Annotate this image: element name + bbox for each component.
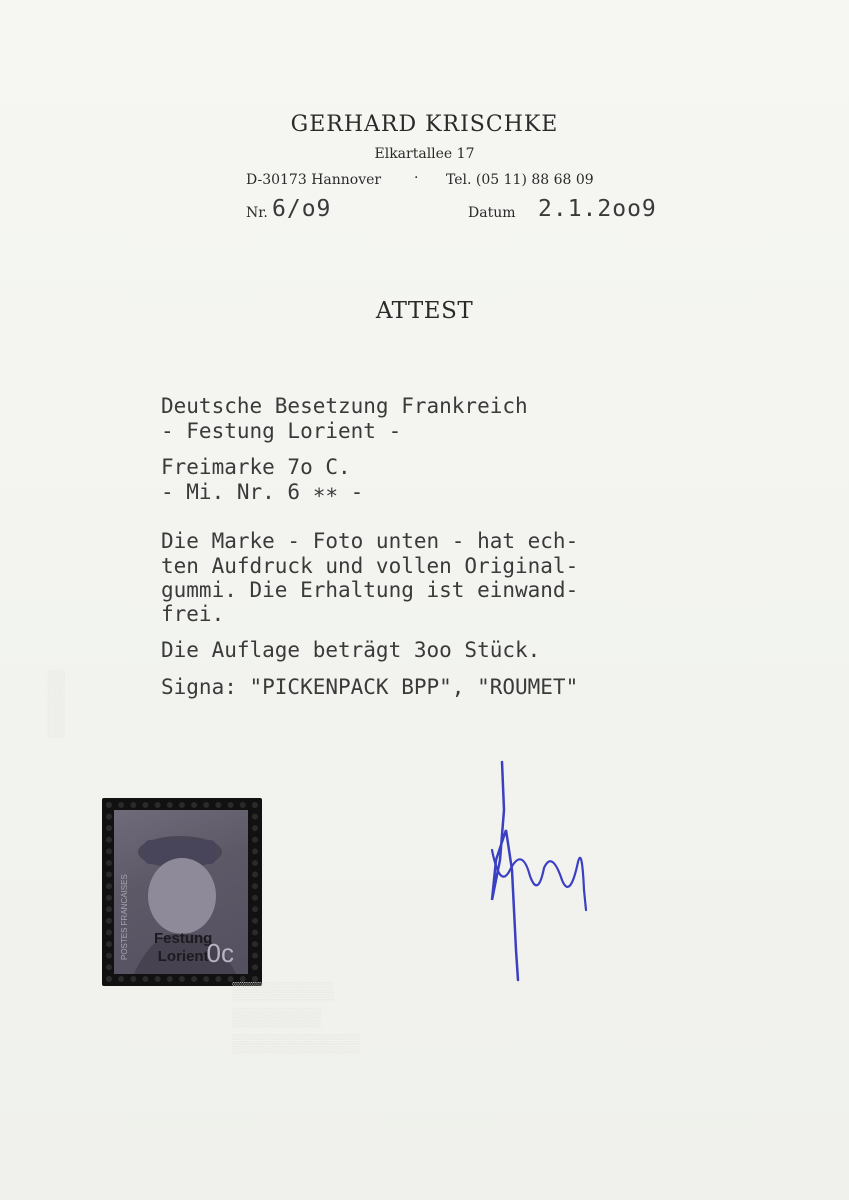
body-line: - Festung Lorient -: [161, 419, 402, 443]
body-line: Deutsche Besetzung Frankreich: [161, 394, 528, 418]
letterhead-city: D-30173 Hannover: [246, 172, 382, 188]
signature-stroke: [492, 850, 586, 910]
faint-stamp-impression: ▒▒▒▒▒▒▒▒ ▒▒▒▒▒▒▒ ▒▒▒▒▒▒▒▒▒▒: [232, 981, 360, 1053]
faint-stamp-impression-left: ▒▒▒▒▒▒: [48, 670, 65, 739]
body-line: frei.: [161, 602, 225, 626]
letterhead-telephone: Tel. (05 11) 88 68 09: [446, 172, 594, 188]
body-line: ten Aufdruck und vollen Original-: [161, 554, 579, 578]
body-line: Signa: "PICKENPACK BPP", "ROUMET": [161, 675, 579, 699]
nr-label: Nr.: [246, 205, 268, 221]
overprint-line: Festung: [154, 930, 213, 947]
nr-value: 6/o9: [272, 196, 332, 222]
datum-value: 2.1.2oo9: [538, 196, 657, 222]
signature-stroke: [492, 762, 518, 980]
body-line: gummi. Die Erhaltung ist einwand-: [161, 578, 579, 602]
overprint-line: Lorient: [157, 948, 209, 965]
stamp-photo: [102, 798, 262, 986]
signature: [470, 750, 610, 990]
letterhead-name: GERHARD KRISCHKE: [290, 112, 559, 137]
body-line: Die Marke - Foto unten - hat ech-: [161, 529, 579, 553]
body-line: - Mi. Nr. 6 ∗∗ -: [161, 480, 364, 504]
stamp-denomination: 0c: [206, 938, 234, 968]
stamp-side-inscription: POSTES FRANCAISES: [120, 874, 129, 960]
stamp-perforation: [106, 802, 258, 982]
body-line: Die Auflage beträgt 3oo Stück.: [161, 638, 541, 662]
document-title: ATTEST: [375, 298, 474, 324]
body-line: Freimarke 7o C.: [161, 455, 351, 479]
datum-label: Datum: [468, 205, 516, 221]
letterhead-separator: ·: [414, 170, 419, 186]
letterhead-street: Elkartallee 17: [374, 146, 475, 162]
